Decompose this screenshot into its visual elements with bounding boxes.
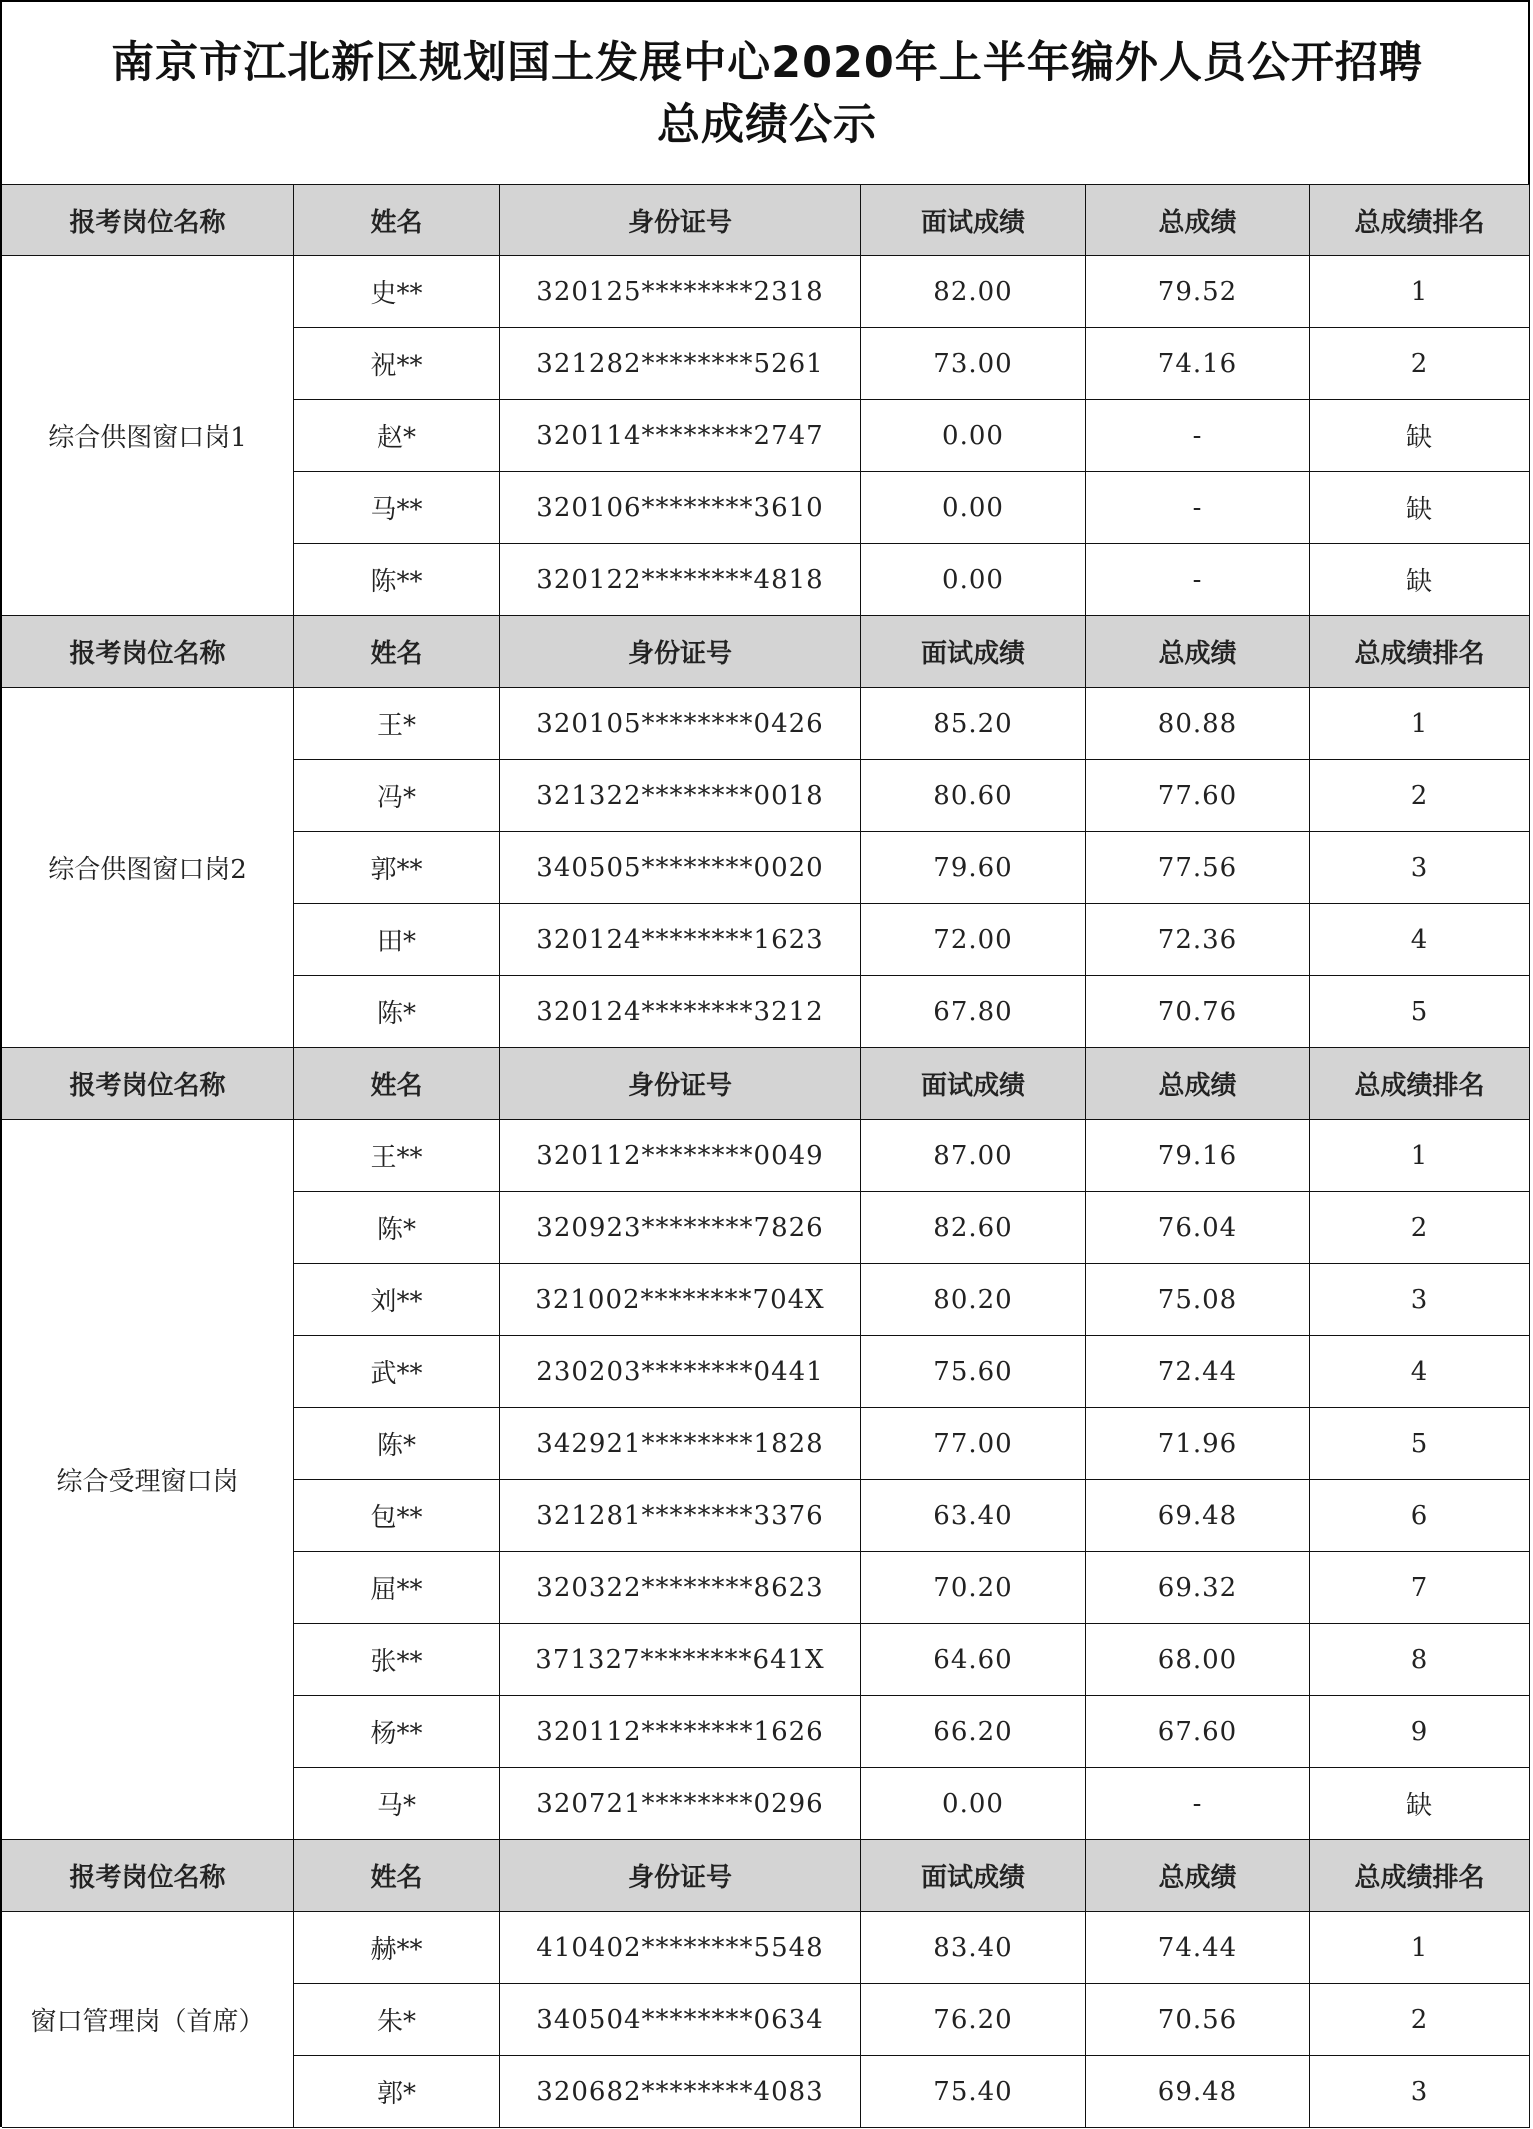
row-cell-id: 320322********8623	[500, 1552, 861, 1624]
row-cell-id: 340505********0020	[500, 832, 861, 904]
row-cell-id: 342921********1828	[500, 1408, 861, 1480]
row-cell-interview: 87.00	[861, 1120, 1086, 1192]
row-cell-total: 72.36	[1086, 904, 1310, 976]
header-cell-total: 总成绩	[1086, 184, 1310, 256]
header-cell-name: 姓名	[294, 1840, 500, 1912]
header-cell-total: 总成绩	[1086, 616, 1310, 688]
row-cell-rank: 缺	[1310, 1768, 1530, 1840]
row-cell-total: 72.44	[1086, 1336, 1310, 1408]
header-cell-id: 身份证号	[500, 1840, 861, 1912]
position-name-cell: 综合供图窗口岗1	[2, 256, 294, 616]
header-cell-total: 总成绩	[1086, 1048, 1310, 1120]
header-cell-rank: 总成绩排名	[1310, 184, 1530, 256]
row-cell-name: 史**	[294, 256, 500, 328]
position-name-cell: 综合供图窗口岗2	[2, 688, 294, 1048]
row-cell-interview: 77.00	[861, 1408, 1086, 1480]
row-cell-rank: 3	[1310, 1264, 1530, 1336]
row-cell-interview: 67.80	[861, 976, 1086, 1048]
row-cell-id: 321282********5261	[500, 328, 861, 400]
row-cell-total: 69.48	[1086, 2056, 1310, 2128]
row-cell-name: 赵*	[294, 400, 500, 472]
row-cell-id: 371327********641X	[500, 1624, 861, 1696]
header-cell-name: 姓名	[294, 1048, 500, 1120]
row-cell-name: 朱*	[294, 1984, 500, 2056]
row-cell-rank: 缺	[1310, 400, 1530, 472]
row-cell-name: 陈**	[294, 544, 500, 616]
row-cell-interview: 66.20	[861, 1696, 1086, 1768]
header-cell-total: 总成绩	[1086, 1840, 1310, 1912]
row-cell-rank: 9	[1310, 1696, 1530, 1768]
row-cell-rank: 1	[1310, 256, 1530, 328]
title-line-2: 总成绩公示	[657, 100, 877, 150]
row-cell-name: 郭**	[294, 832, 500, 904]
row-cell-total: 74.44	[1086, 1912, 1310, 1984]
row-cell-id: 320112********0049	[500, 1120, 861, 1192]
row-cell-name: 王**	[294, 1120, 500, 1192]
row-cell-name: 杨**	[294, 1696, 500, 1768]
row-cell-interview: 85.20	[861, 688, 1086, 760]
row-cell-id: 321002********704X	[500, 1264, 861, 1336]
row-cell-total: 69.48	[1086, 1480, 1310, 1552]
row-cell-total: 74.16	[1086, 328, 1310, 400]
title-line-1: 南京市江北新区规划国土发展中心2020年上半年编外人员公开招聘	[111, 38, 1423, 88]
header-cell-name: 姓名	[294, 184, 500, 256]
header-cell-id: 身份证号	[500, 616, 861, 688]
row-cell-rank: 2	[1310, 328, 1530, 400]
row-cell-interview: 80.60	[861, 760, 1086, 832]
row-cell-id: 320112********1626	[500, 1696, 861, 1768]
row-cell-rank: 缺	[1310, 472, 1530, 544]
header-cell-position: 报考岗位名称	[2, 1048, 294, 1120]
row-cell-id: 321281********3376	[500, 1480, 861, 1552]
header-cell-interview: 面试成绩	[861, 1840, 1086, 1912]
row-cell-id: 230203********0441	[500, 1336, 861, 1408]
row-cell-id: 320114********2747	[500, 400, 861, 472]
row-cell-rank: 6	[1310, 1480, 1530, 1552]
row-cell-name: 陈*	[294, 976, 500, 1048]
row-cell-interview: 73.00	[861, 328, 1086, 400]
header-cell-rank: 总成绩排名	[1310, 1840, 1530, 1912]
row-cell-name: 王*	[294, 688, 500, 760]
row-cell-interview: 0.00	[861, 400, 1086, 472]
row-cell-interview: 63.40	[861, 1480, 1086, 1552]
row-cell-rank: 5	[1310, 976, 1530, 1048]
row-cell-total: 75.08	[1086, 1264, 1310, 1336]
row-cell-name: 冯*	[294, 760, 500, 832]
row-cell-total: 77.56	[1086, 832, 1310, 904]
row-cell-rank: 3	[1310, 832, 1530, 904]
row-cell-interview: 72.00	[861, 904, 1086, 976]
row-cell-total: 79.16	[1086, 1120, 1310, 1192]
row-cell-interview: 83.40	[861, 1912, 1086, 1984]
row-cell-interview: 75.40	[861, 2056, 1086, 2128]
header-cell-interview: 面试成绩	[861, 184, 1086, 256]
header-cell-rank: 总成绩排名	[1310, 616, 1530, 688]
row-cell-id: 320122********4818	[500, 544, 861, 616]
row-cell-name: 马*	[294, 1768, 500, 1840]
row-cell-id: 320721********0296	[500, 1768, 861, 1840]
row-cell-name: 包**	[294, 1480, 500, 1552]
row-cell-total: 70.56	[1086, 1984, 1310, 2056]
row-cell-rank: 2	[1310, 1984, 1530, 2056]
row-cell-id: 410402********5548	[500, 1912, 861, 1984]
row-cell-interview: 80.20	[861, 1264, 1086, 1336]
row-cell-interview: 70.20	[861, 1552, 1086, 1624]
row-cell-name: 郭*	[294, 2056, 500, 2128]
row-cell-total: 71.96	[1086, 1408, 1310, 1480]
row-cell-rank: 1	[1310, 1912, 1530, 1984]
row-cell-name: 陈*	[294, 1408, 500, 1480]
row-cell-interview: 0.00	[861, 472, 1086, 544]
header-cell-name: 姓名	[294, 616, 500, 688]
page-title	[2, 2, 1532, 186]
row-cell-rank: 2	[1310, 1192, 1530, 1264]
row-cell-id: 320105********0426	[500, 688, 861, 760]
row-cell-interview: 64.60	[861, 1624, 1086, 1696]
row-cell-rank: 缺	[1310, 544, 1530, 616]
row-cell-rank: 5	[1310, 1408, 1530, 1480]
row-cell-id: 320682********4083	[500, 2056, 861, 2128]
header-cell-id: 身份证号	[500, 184, 861, 256]
row-cell-id: 320125********2318	[500, 256, 861, 328]
row-cell-interview: 82.00	[861, 256, 1086, 328]
row-cell-interview: 82.60	[861, 1192, 1086, 1264]
row-cell-name: 祝**	[294, 328, 500, 400]
header-cell-interview: 面试成绩	[861, 1048, 1086, 1120]
row-cell-interview: 76.20	[861, 1984, 1086, 2056]
row-cell-name: 武**	[294, 1336, 500, 1408]
row-cell-rank: 7	[1310, 1552, 1530, 1624]
row-cell-name: 赫**	[294, 1912, 500, 1984]
row-cell-total: 69.32	[1086, 1552, 1310, 1624]
header-cell-position: 报考岗位名称	[2, 616, 294, 688]
row-cell-id: 320106********3610	[500, 472, 861, 544]
position-name-cell: 综合受理窗口岗	[2, 1120, 294, 1840]
header-cell-interview: 面试成绩	[861, 616, 1086, 688]
position-name-cell: 窗口管理岗（首席）	[2, 1912, 294, 2128]
row-cell-id: 320124********1623	[500, 904, 861, 976]
row-cell-id: 321322********0018	[500, 760, 861, 832]
row-cell-rank: 8	[1310, 1624, 1530, 1696]
row-cell-total: 76.04	[1086, 1192, 1310, 1264]
row-cell-total: 80.88	[1086, 688, 1310, 760]
row-cell-name: 田*	[294, 904, 500, 976]
row-cell-interview: 0.00	[861, 1768, 1086, 1840]
row-cell-rank: 4	[1310, 904, 1530, 976]
row-cell-name: 屈**	[294, 1552, 500, 1624]
row-cell-interview: 0.00	[861, 544, 1086, 616]
row-cell-id: 340504********0634	[500, 1984, 861, 2056]
header-cell-id: 身份证号	[500, 1048, 861, 1120]
row-cell-id: 320124********3212	[500, 976, 861, 1048]
row-cell-name: 刘**	[294, 1264, 500, 1336]
row-cell-total: -	[1086, 544, 1310, 616]
row-cell-total: -	[1086, 472, 1310, 544]
row-cell-total: 79.52	[1086, 256, 1310, 328]
row-cell-name: 张**	[294, 1624, 500, 1696]
row-cell-total: 68.00	[1086, 1624, 1310, 1696]
row-cell-rank: 1	[1310, 688, 1530, 760]
row-cell-interview: 75.60	[861, 1336, 1086, 1408]
row-cell-rank: 2	[1310, 760, 1530, 832]
header-cell-rank: 总成绩排名	[1310, 1048, 1530, 1120]
row-cell-id: 320923********7826	[500, 1192, 861, 1264]
row-cell-total: -	[1086, 400, 1310, 472]
row-cell-interview: 79.60	[861, 832, 1086, 904]
row-cell-name: 马**	[294, 472, 500, 544]
row-cell-rank: 4	[1310, 1336, 1530, 1408]
header-cell-position: 报考岗位名称	[2, 1840, 294, 1912]
header-cell-position: 报考岗位名称	[2, 184, 294, 256]
row-cell-total: -	[1086, 1768, 1310, 1840]
row-cell-rank: 1	[1310, 1120, 1530, 1192]
row-cell-total: 77.60	[1086, 760, 1310, 832]
row-cell-name: 陈*	[294, 1192, 500, 1264]
row-cell-total: 70.76	[1086, 976, 1310, 1048]
row-cell-total: 67.60	[1086, 1696, 1310, 1768]
row-cell-rank: 3	[1310, 2056, 1530, 2128]
